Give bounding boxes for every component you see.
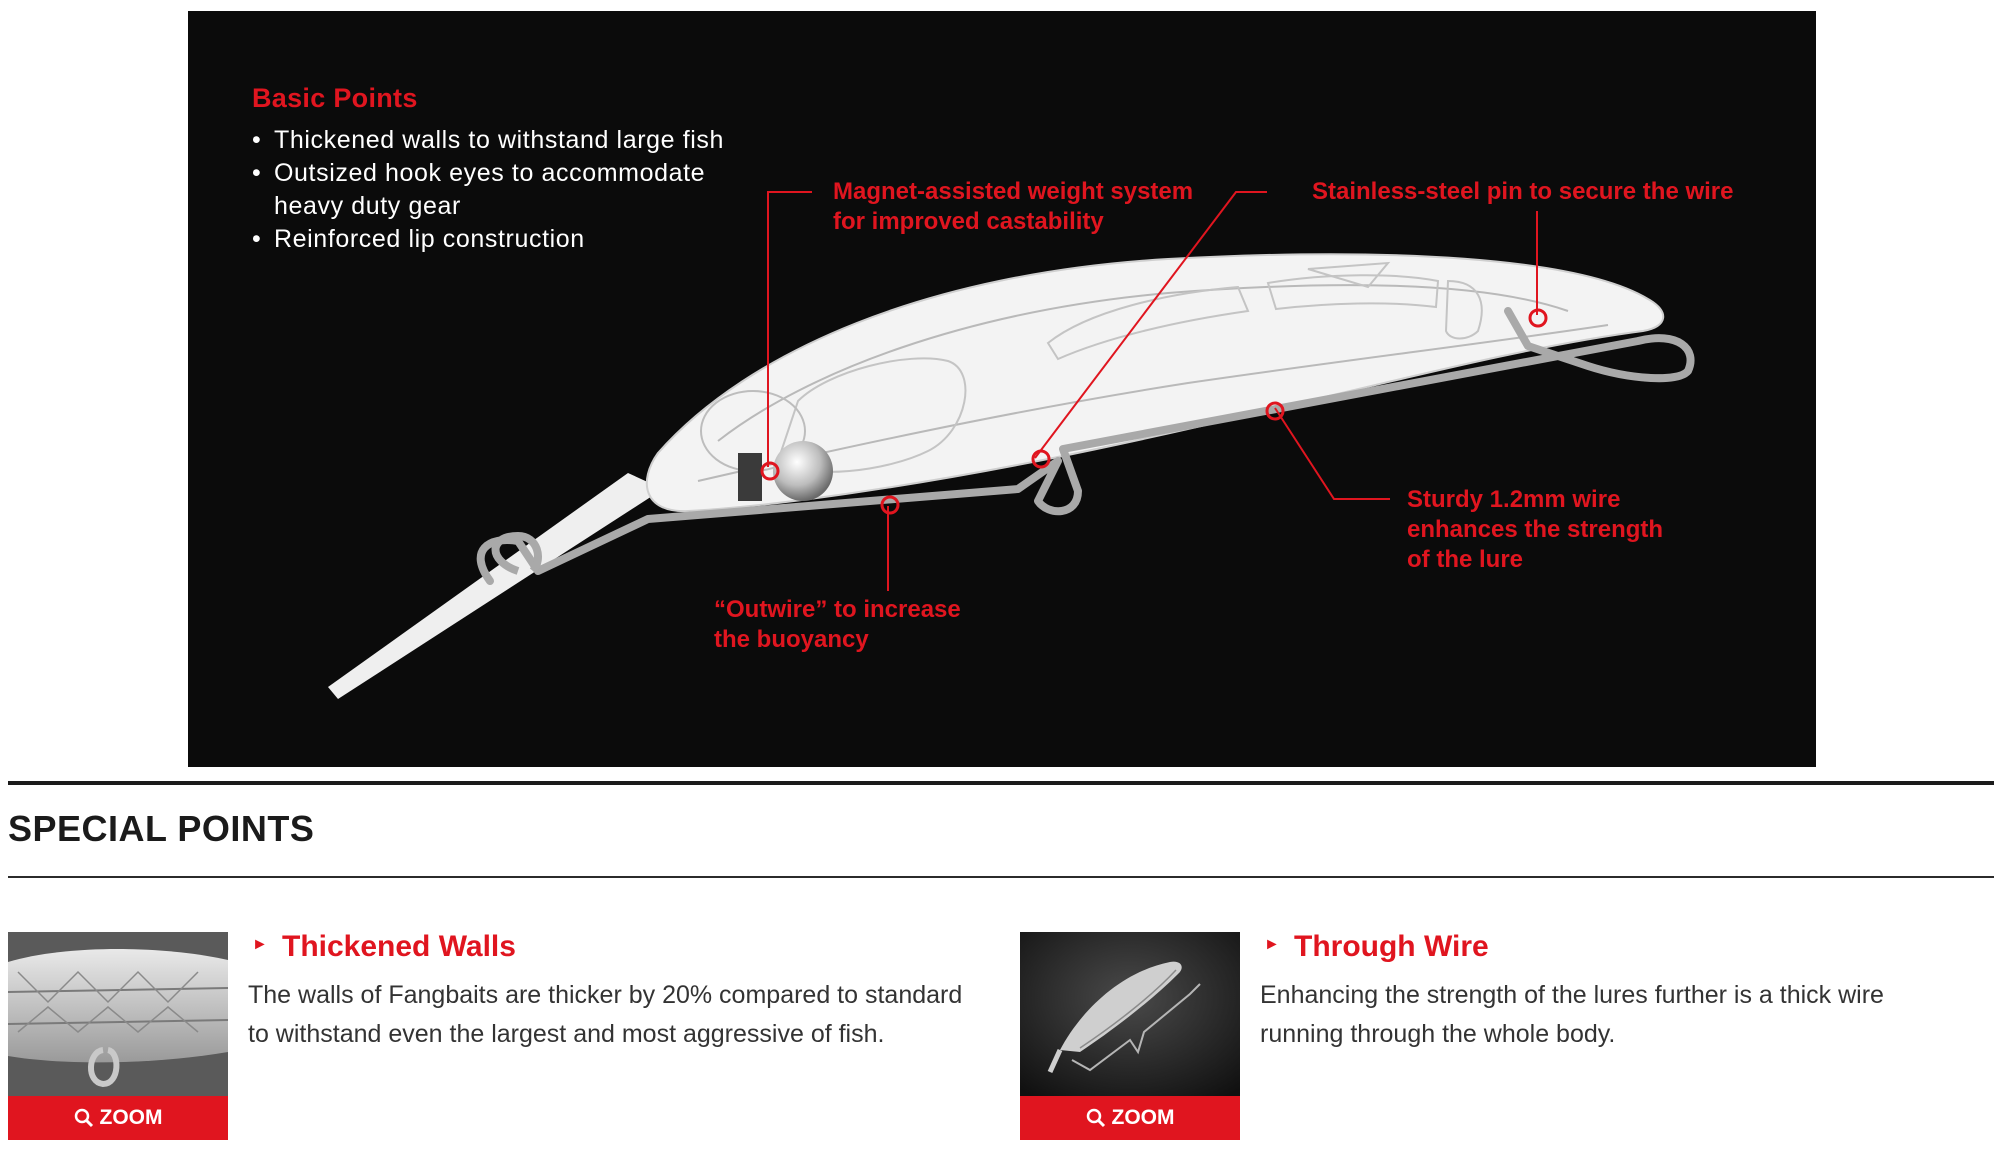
callout-line: enhances the strength	[1407, 516, 1664, 543]
callout-line: Stainless-steel pin to secure the wire	[1312, 178, 1734, 205]
zoom-label: ZOOM	[1111, 1106, 1175, 1129]
arrow-right-icon: ►	[1264, 936, 1280, 954]
lure-diagram-panel	[188, 11, 1816, 767]
through-wire-image	[1020, 932, 1240, 1096]
basic-point-item: • Outsized hook eyes to accommodate heavy duty gear	[252, 157, 714, 223]
magnifier-icon	[1086, 1108, 1106, 1128]
callout-line: Magnet-assisted weight system	[833, 178, 1194, 205]
arrow-right-icon: ►	[252, 936, 268, 954]
basic-point-item: • Reinforced lip construction	[252, 223, 724, 256]
lure-lip	[328, 473, 663, 699]
feature-description-through-wire: Enhancing the strength of the lures further is a thick wire running through the whole body.	[1260, 981, 1884, 1048]
callout-line: of the lure	[1407, 546, 1524, 573]
callout-sturdy-wire	[1407, 485, 1663, 575]
feature-thumbnail-through-wire[interactable]	[1020, 932, 1240, 1140]
callout-line: for improved castability	[833, 208, 1104, 235]
callout-line: Sturdy 1.2mm wire	[1407, 486, 1621, 513]
basic-points-title: Basic Points	[252, 83, 418, 113]
zoom-button[interactable]	[8, 1096, 228, 1140]
feature-title-thickened-walls	[252, 930, 516, 964]
feature-title-text: Thickened Walls	[282, 930, 516, 963]
section-divider-bottom	[8, 876, 1994, 878]
basic-points-list	[252, 124, 724, 256]
feature-thumbnail-thickened-walls[interactable]	[8, 932, 228, 1140]
feature-title-through-wire	[1264, 930, 1489, 964]
basic-point-item: • Thickened walls to withstand large fish	[252, 124, 724, 157]
callout-stainless-pin	[1312, 177, 1733, 207]
thickened-walls-image	[8, 932, 228, 1096]
feature-description-thickened-walls: The walls of Fangbaits are thicker by 20% compared to standard to withstand even the largest and most aggressive of fish.	[248, 981, 963, 1048]
zoom-button[interactable]	[1020, 1096, 1240, 1140]
zoom-label: ZOOM	[99, 1106, 163, 1129]
callout-line: “Outwire” to increase	[714, 596, 961, 623]
feature-title-text: Through Wire	[1294, 930, 1489, 963]
leader-wire	[1275, 408, 1390, 499]
section-divider-top	[8, 781, 1994, 785]
callout-line: the buoyancy	[714, 626, 869, 653]
magnifier-icon	[74, 1108, 94, 1128]
callout-magnet	[833, 177, 1193, 237]
basic-points	[252, 83, 724, 256]
section-title: SPECIAL POINTS	[8, 808, 315, 849]
callout-outwire	[714, 595, 961, 655]
